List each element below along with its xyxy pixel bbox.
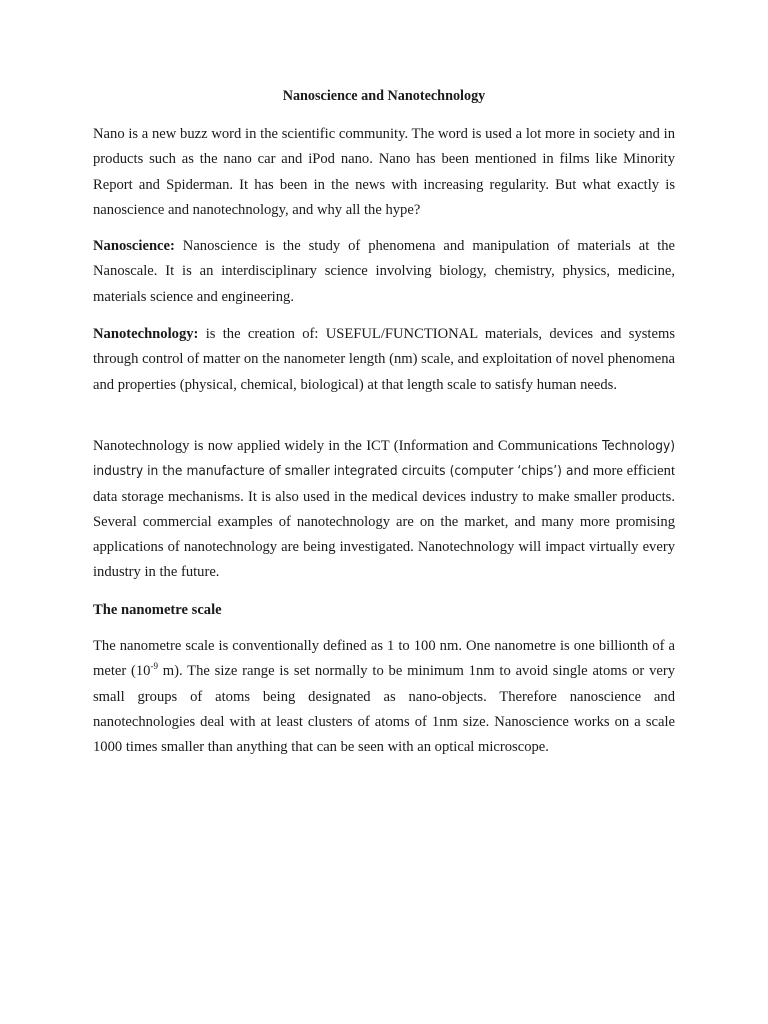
nanometre-scale-paragraph [93,634,675,760]
document-title: Nanoscience and Nanotechnology [282,88,486,104]
nanotechnology-term: Nanotechnology: [93,326,199,342]
intro-paragraph: Nano is a new buzz word in the scientific community. The word is used a lot more in society and in products such as the nano car and iPod nano. Nano has been mentioned in films like Minority Report and Spiderman. It has been in the news with increasing regularity. But what exactly is nanoscience and nanotechnology, and why all the hype? [93,126,675,218]
applications-text-part2: Technology) industry in the manufacture of smaller integrated circuits (computer ‘chips’) and [93,438,675,480]
nanotechnology-paragraph [93,322,675,398]
nanoscience-term: Nanoscience: [93,238,175,254]
nanometre-text-part2: m). The size range is set normally to be minimum 1nm to avoid single atoms or very small groups of atoms being designated as nano-objects. Therefore nanoscience and nanotechnologies deal with at least clusters of atoms of 1nm size. Nanoscience works on a scale 1000 times smaller than anything that can be seen with an optical microscope. [93,663,676,756]
exponent-superscript: -9 [150,661,158,672]
section-heading: The nanometre scale [93,602,222,618]
nanoscience-definition: Nanoscience is the study of phenomena and manipulation of materials at the Nanoscale. It is an interdisciplinary science involving biology, chemistry, physics, medicine, materials science and engineering. [93,238,675,305]
applications-text-part3: more efficient data storage mechanisms. It is also used in the medical devices industry to make smaller products. Several commercial examples of nanotechnology are on the market, and many more promising applications of nanotechnology are being investigated. Nanotechnology will impact virtually every industry in the future. [93,463,675,581]
nanoscience-paragraph [93,234,675,310]
applications-text-part1: Nanotechnology is now applied widely in the ICT (Information and Communications [93,438,598,454]
nanotechnology-definition: is the creation of: USEFUL/FUNCTIONAL materials, devices and systems through control of matter on the nanometer length (nm) scale, and exploitation of novel phenomena and properties (physical, chemical, biological) at that length scale to satisfy human needs. [93,326,675,393]
nanometre-text-part1: The nanometre scale is conventionally defined as 1 to 100 nm. One nanometre is one billionth of a meter (10 [93,638,675,680]
applications-paragraph [93,434,675,586]
